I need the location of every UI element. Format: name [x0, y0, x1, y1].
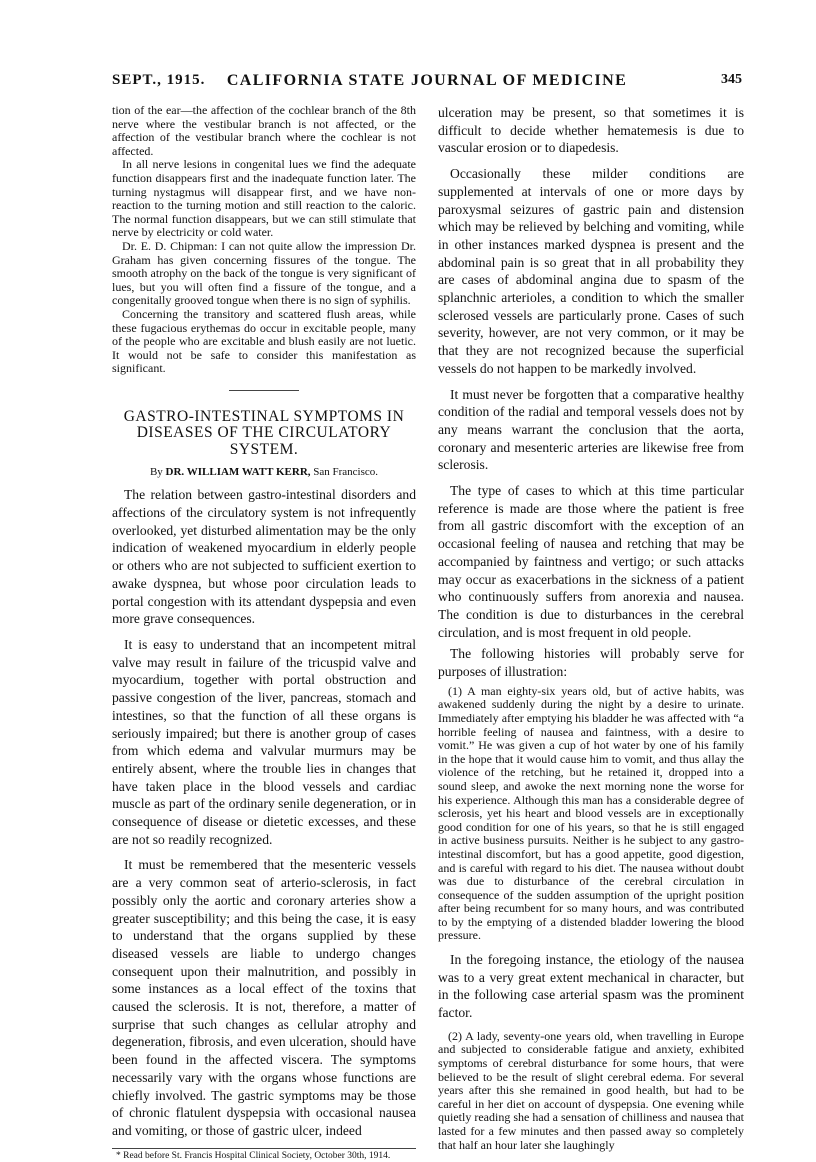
article-paragraph: In the foregoing instance, the etiology of the nausea was to a very great extent mechanical in character, but in the following case arterial spasm was the prominent factor.: [438, 952, 744, 1021]
author-name: DR. WILLIAM WATT KERR,: [165, 466, 311, 479]
article-paragraph: The relation between gastro-intestinal disorders and affections of the circulatory system is not infrequently overlooked, yet disturbed alimentation may be the only indication of weakened myocardium in elderly people or others who are not subjected to sufficient exertion to awake dyspnea, but whose poor circulation leads to portal congestion with its attendant dyspepsia and even more grave consequences.: [112, 487, 416, 627]
footnote-divider: [112, 1148, 416, 1149]
footnote: * Read before St. Francis Hospital Clinical Society, October 30th, 1914.: [116, 1150, 391, 1161]
article-paragraph: ulceration may be present, so that sometimes it is difficult to decide whether hematemesis is due to vascular erosion or to diapedesis.: [438, 105, 744, 156]
article-paragraph: Occasionally these milder conditions are supplemented at intervals of one or more days by paroxysmal seizures of gastric pain and distension which may be relieved by belching and vomiting, while in other instances marked dyspnea is present and the abdominal pain is so great that in all probability they are cases of abdominal angina due to spasm of the splanchnic arterioles, a condition to which the smaller sclerosed vessels are particularly prone. Cases of such severity, however, are not very common, or it may be that they are not recognized because the superficial vessels do not happen to be markedly involved.: [438, 166, 744, 376]
page-number: 345: [721, 72, 742, 87]
article-paragraph: It must never be forgotten that a comparative healthy condition of the radial and temporal vessels does not by any means warrant the conclusion that the aorta, coronary and mesenteric arteries are likewise free from sclerosis.: [438, 386, 744, 473]
byline: [112, 466, 416, 478]
article-paragraph: It must be remembered that the mesenteric vessels are a very common seat of arterio-sclerosis, in fact possibly only the aortic and coronary arteries show a greater susceptibility; and this being the case, it is easy to understand that the organs supplied by these diseased vessels are liable to undergo changes consequent upon their malnutrition, and possibly in some instances as a local effect of the toxins that caused the sclerosis. It is not, therefore, a matter of surprise that such changes as cellular atrophy and degeneration, fibrosis, and even ulceration, should have been found in the affected viscera. The symptoms necessarily vary with the organs whose functions are chiefly involved. The gastric symptoms may be those of chronic flatulent dyspepsia with occasional nausea and vomiting, or those of gastric ulcer, indeed: [112, 857, 416, 1138]
article-title: GASTRO-INTESTINAL SYMPTOMS IN DISEASES OF THE CIRCULATORY SYSTEM.: [123, 407, 405, 458]
byline-by: By: [149, 466, 163, 479]
section-divider: [229, 390, 299, 391]
journal-title: CALIFORNIA STATE JOURNAL OF MEDICINE: [226, 72, 628, 89]
left-column: [112, 104, 416, 1162]
discussion-paragraph: Concerning the transitory and scattered flush areas, while these fugacious erythemas do occur in excitable people, many of the people who are excitable and blush easily are not luetic. It would not be safe to consider this manifestation as significant.: [112, 306, 416, 376]
page-header: [112, 72, 742, 94]
case-history-1: (1) A man eighty-six years old, but of active habits, was awakened suddenly during the night by a desire to urinate. Immediately after emptying his bladder he was affected with “a horrible feeling of nausea and faintness, with a desire to vomit.” He was given a cup of hot water by one of his family in the hope that it would cause him to vomit, and thus allay the violence of the retching, but he retained it, dropped into a sound sleep, and awoke the next morning none the worse for his experience. Although this man has a considerable degree of sclerosis, yet his heart and blood vessels are in exceptionally good condition for one of his years, so that he is still engaged in active business pursuits. Neither is he subject to any gastro-intestinal discomfort, but has a good appetite, good digestion, and is careful with regard to his diet. The nausea without doubt was due to disturbance of the cerebral circulation in consequence of the sudden assumption of the upright position after being recumbent for so many hours, and was contributed to by the emptying of a distended bladder lowering the blood pressure.: [438, 683, 744, 943]
discussion-paragraph: In all nerve lesions in congenital lues we find the adequate function disappears first and the inadequate function later. The turning nystagmus will disappear first, and we have non-reaction to the turning motion and still reaction to the caloric. The normal function disappears, but we can still stimulate that nerve by electricity or cold water.: [112, 157, 416, 240]
issue-date: SEPT., 1915.: [112, 72, 206, 88]
discussion-paragraph: Dr. E. D. Chipman: I can not quite allow the impression Dr. Graham has given concerning fissures of the tongue. The smooth atrophy on the back of the tongue is very significant of lues, but you will often find a fissure of the tongue, and a congenitally grooved tongue when there is no sign of syphilis.: [112, 238, 416, 308]
case-history-2: (2) A lady, seventy-one years old, when travelling in Europe and subjected to considerable fatigue and anxiety, exhibited symptoms of cerebral disturbance for some hours, that were believed to be the result of slight cerebral edema. For several years after this she remained in good health, but had to be careful in her diet on account of dyspepsia. One evening while quietly reading she had a sensation of chilliness and nausea that lasted for a few minutes and then passed away so completely that half an hour later she laughingly: [438, 1028, 744, 1152]
article-paragraph: The following histories will probably serve for purposes of illustration:: [438, 646, 744, 680]
article-paragraph: The type of cases to which at this time particular reference is made are those where the patient is free from all gastric discomfort with the exception of an occasional feeling of nausea and retching that may be accompanied by faintness and vertigo; or such attacks may occur as exacerbations in the sickness of a patient who continuously suffers from anorexia and nausea. The condition is due to disturbances in the cerebral circulation, and is most frequent in old people.: [438, 483, 744, 640]
article-paragraph: It is easy to understand that an incompetent mitral valve may result in failure of the tricuspid valve and myocardium, together with portal obstruction and passive congestion of the liver, pancreas, stomach and intestines, so that the function of all these organs is seriously impaired; but there is another group of cases from which edema and valvular murmurs may be entirely absent, where the trouble lies in changes that have taken place in the blood vessels and cardiac muscle as part of the ordinary senile degeneration, or in consequence of disease or dietetic excesses, and these are not so readily recognized.: [112, 637, 416, 847]
discussion-paragraph: tion of the ear—the affection of the cochlear branch of the 8th nerve where the vestibular branch is not affected, or the affection of the vestibular branch where the cochlear is not affected.: [112, 103, 416, 158]
author-location: San Francisco.: [313, 466, 379, 479]
right-column: [438, 104, 744, 1152]
